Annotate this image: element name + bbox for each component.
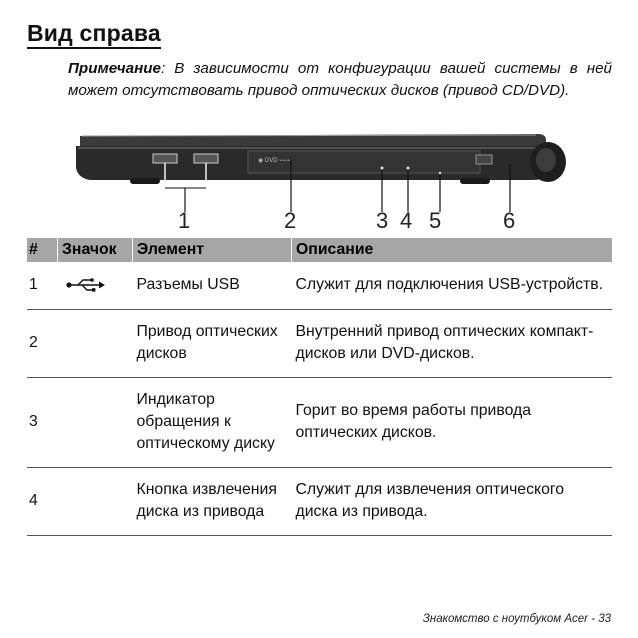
row-description: Служит для извлечения оптического диска из привода. [292, 467, 613, 535]
table-row [27, 377, 612, 467]
row-number: 3 [27, 377, 58, 467]
row-number: 4 [27, 467, 58, 535]
svg-text:◉ DVD ⌁⌁⌁: ◉ DVD ⌁⌁⌁ [258, 158, 291, 164]
row-number: 1 [27, 262, 58, 309]
components-table [27, 238, 612, 536]
table-row [27, 467, 612, 535]
row-element: Кнопка извлечения диска из привода [133, 467, 292, 535]
row-icon-cell [58, 309, 133, 377]
callout-2: 2 [284, 208, 297, 233]
note-text: : В зависимости от конфигурации вашей системы в ней может отсутствовать привод оптических дисков (привод CD/DVD). [68, 60, 612, 99]
callout-6: 6 [503, 208, 516, 233]
header-icon: Значок [58, 238, 133, 262]
row-element: Индикатор обращения к оптическому диску [133, 377, 292, 467]
callout-5: 5 [429, 208, 442, 233]
row-number: 2 [27, 309, 58, 377]
note-paragraph [68, 58, 612, 102]
note-label: Примечание [68, 60, 161, 77]
row-icon-cell [58, 467, 133, 535]
row-element: Разъемы USB [133, 262, 292, 309]
row-element: Привод оптических дисков [133, 309, 292, 377]
row-description: Горит во время работы привода оптических дисков. [292, 377, 613, 467]
callout-numbers [0, 208, 638, 238]
header-element: Элемент [133, 238, 292, 262]
page-title: Вид справа [27, 20, 161, 49]
callout-1: 1 [178, 208, 191, 233]
page-footer: Знакомство с ноутбуком Acer - 33 [422, 613, 611, 625]
header-number: # [27, 238, 58, 262]
row-description: Внутренний привод оптических компакт-дисков или DVD-дисков. [292, 309, 613, 377]
header-description: Описание [292, 238, 613, 262]
table-row [27, 309, 612, 377]
row-description: Служит для подключения USB-устройств. [292, 262, 613, 309]
usb-icon [66, 278, 106, 292]
callout-4: 4 [400, 208, 413, 233]
row-icon-cell [58, 377, 133, 467]
table-header-row [27, 238, 612, 262]
row-icon-cell [58, 262, 133, 309]
table-row [27, 262, 612, 309]
callout-3: 3 [376, 208, 389, 233]
